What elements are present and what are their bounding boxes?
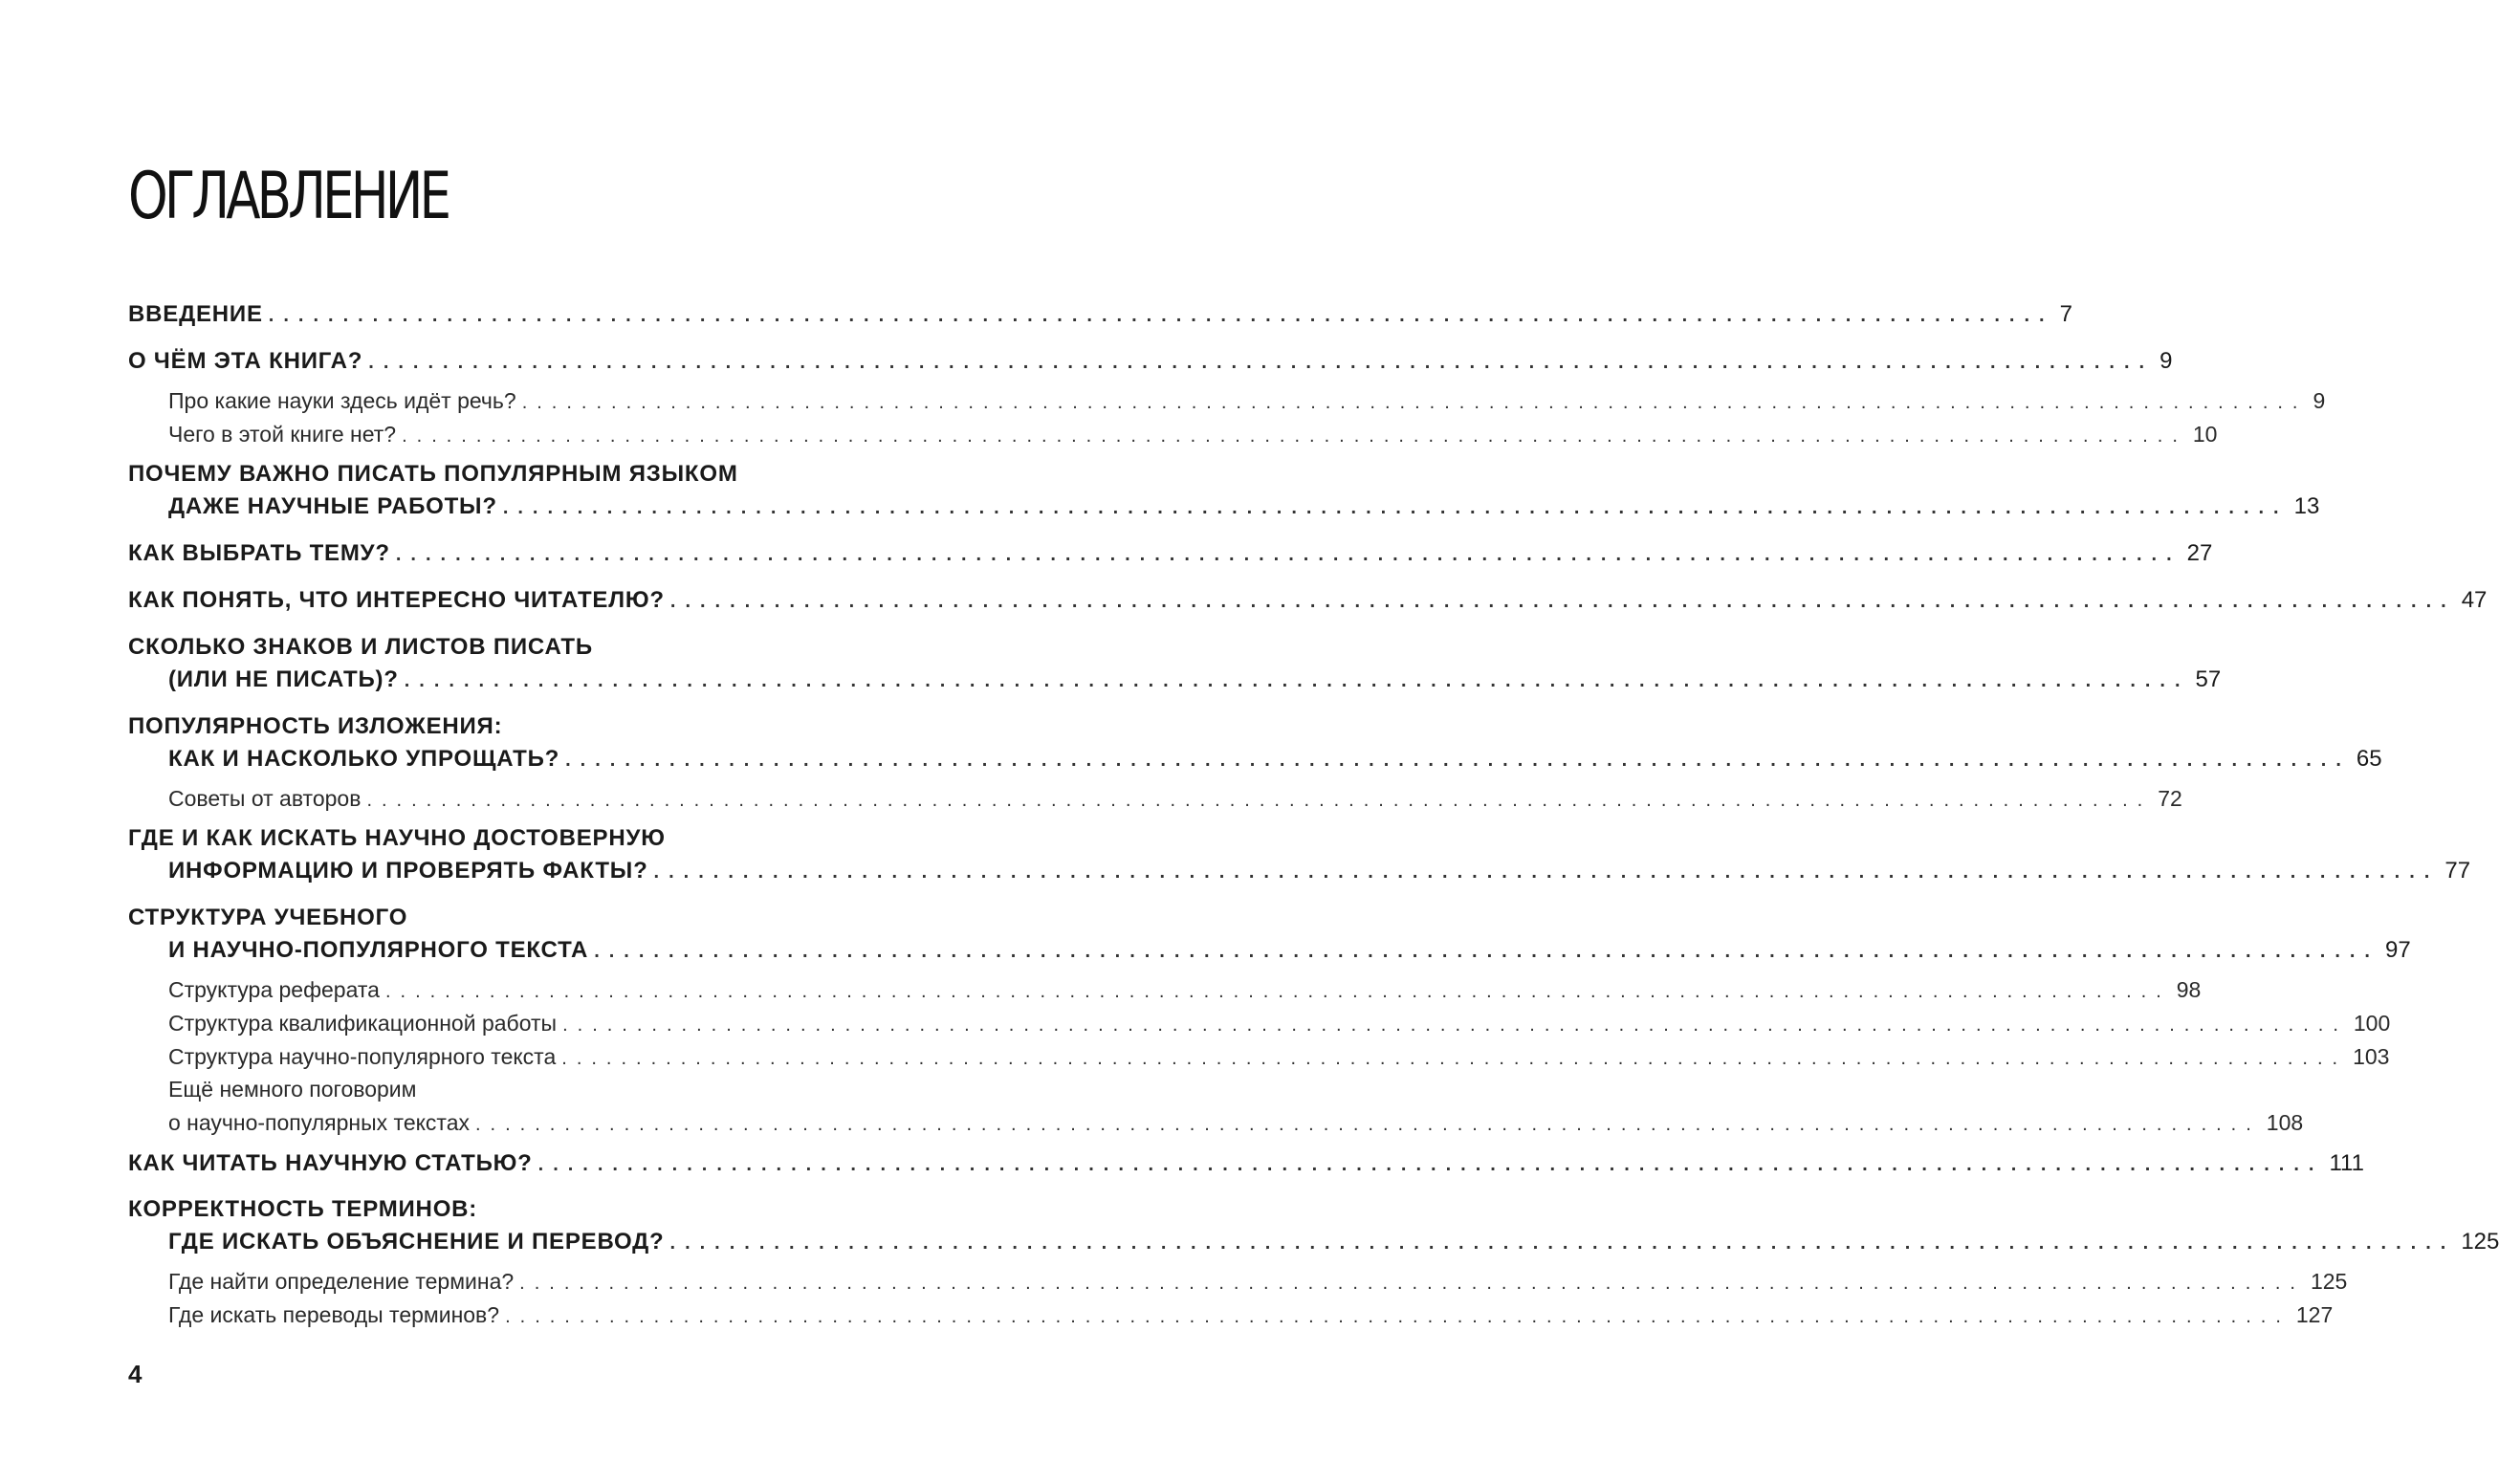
toc-entry-page: 9 xyxy=(2313,388,2326,413)
toc-entry-title-line1[interactable]: ПОЧЕМУ ВАЖНО ПИСАТЬ ПОПУЛЯРНЫМ ЯЗЫКОМ xyxy=(128,461,738,487)
leader-dots: ........................................................................................................................ xyxy=(594,941,2379,962)
leader-dots: ........................................................................................................................ xyxy=(505,1306,2291,1327)
toc-entry-title-line2: ИНФОРМАЦИЮ И ПРОВЕРЯТЬ ФАКТЫ? xyxy=(168,858,648,884)
toc-subentry[interactable] xyxy=(168,786,2182,812)
page-number: 4 xyxy=(128,1360,142,1388)
leader-dots: ........................................................................................................................ xyxy=(562,1015,2348,1036)
toc-entry-title-line1[interactable]: ПОПУЛЯРНОСТЬ ИЗЛОЖЕНИЯ: xyxy=(128,713,503,739)
toc-entry[interactable] xyxy=(168,937,2411,964)
leader-dots: ........................................................................................................................ xyxy=(565,750,2351,771)
toc-entry-title: Где искать переводы терминов? xyxy=(168,1302,500,1327)
toc-entry-title: Советы от авторов xyxy=(168,786,362,811)
toc-entry-title: О ЧЁМ ЭТА КНИГА? xyxy=(128,348,363,374)
leader-dots: ........................................................................................................................ xyxy=(475,1114,2261,1135)
toc-subentry[interactable] xyxy=(168,388,2326,414)
toc-entry-page: 98 xyxy=(2176,977,2202,1002)
toc-entry-page: 103 xyxy=(2353,1044,2390,1069)
toc-subentry[interactable] xyxy=(168,977,2202,1003)
toc-subentry[interactable] xyxy=(168,1011,2391,1037)
toc-entry-title: КАК ПОНЯТЬ, ЧТО ИНТЕРЕСНО ЧИТАТЕЛЮ? xyxy=(128,587,665,613)
toc-entry-title: Где найти определение термина? xyxy=(168,1269,515,1294)
leader-dots: ........................................................................................................................ xyxy=(502,497,2289,518)
toc-entry[interactable] xyxy=(168,666,2222,693)
toc-subentry-title-line1[interactable]: Ещё немного поговорим xyxy=(168,1077,417,1102)
toc-entry-page: 57 xyxy=(2195,666,2222,692)
toc-entry-page: 47 xyxy=(2461,587,2488,613)
toc-entry[interactable] xyxy=(128,348,2173,375)
toc-subentry[interactable] xyxy=(168,422,2218,447)
toc-entry-title: КАК ВЫБРАТЬ ТЕМУ? xyxy=(128,540,390,566)
toc-entry-title-line1[interactable]: ГДЕ И КАК ИСКАТЬ НАУЧНО ДОСТОВЕРНУЮ xyxy=(128,825,666,851)
leader-dots: ........................................................................................................................ xyxy=(669,1233,2456,1254)
toc-entry[interactable] xyxy=(128,1150,2364,1177)
toc-entry-page: 125 xyxy=(2310,1269,2348,1294)
toc-entry[interactable] xyxy=(168,746,2382,773)
leader-dots: ........................................................................................................................ xyxy=(537,1154,2324,1175)
toc-entry-title-line2: ДАЖЕ НАУЧНЫЕ РАБОТЫ? xyxy=(168,493,497,519)
toc-entry[interactable] xyxy=(168,1229,2499,1255)
toc-entry-title-line2: ГДЕ ИСКАТЬ ОБЪЯСНЕНИЕ И ПЕРЕВОД? xyxy=(168,1229,665,1255)
leader-dots: ........................................................................................................................ xyxy=(561,1048,2348,1069)
toc-entry-title: ВВЕДЕНИЕ xyxy=(128,301,263,327)
toc-entry[interactable] xyxy=(128,301,2072,328)
toc-entry-page: 27 xyxy=(2186,540,2213,566)
leader-dots: ........................................................................................................................ xyxy=(384,981,2171,1002)
toc-entry[interactable] xyxy=(128,587,2488,614)
toc-entry[interactable] xyxy=(128,540,2213,567)
toc-entry-page: 100 xyxy=(2353,1011,2391,1036)
toc-entry-page: 72 xyxy=(2158,786,2182,811)
leader-dots: ........................................................................................................................ xyxy=(366,790,2153,811)
toc-subentry[interactable] xyxy=(168,1044,2390,1070)
leader-dots: ........................................................................................................................ xyxy=(368,352,2155,373)
toc-entry-page: 127 xyxy=(2295,1302,2334,1327)
toc-entry[interactable] xyxy=(168,858,2471,884)
leader-dots: ........................................................................................................................ xyxy=(669,591,2456,612)
toc-entry-page: 7 xyxy=(2059,301,2072,327)
toc-subentry[interactable] xyxy=(168,1302,2334,1328)
toc-entry-page: 9 xyxy=(2159,348,2173,374)
toc-subentry[interactable] xyxy=(168,1269,2348,1295)
toc-entry-page: 77 xyxy=(2444,858,2471,884)
toc-entry-title: Структура научно-популярного текста xyxy=(168,1044,557,1069)
toc-entry-title: КАК ЧИТАТЬ НАУЧНУЮ СТАТЬЮ? xyxy=(128,1150,533,1176)
toc-entry-title: Про какие науки здесь идёт речь? xyxy=(168,388,516,413)
toc-entry-title-line1[interactable]: КОРРЕКТНОСТЬ ТЕРМИНОВ: xyxy=(128,1196,478,1222)
toc-entry[interactable] xyxy=(168,493,2320,520)
toc-entry-title-line2: о научно-популярных текстах xyxy=(168,1110,470,1135)
toc-entry-title-line2: (ИЛИ НЕ ПИСАТЬ)? xyxy=(168,666,399,692)
toc-entry-page: 125 xyxy=(2461,1229,2499,1255)
toc-entry-page: 10 xyxy=(2192,422,2218,447)
toc-entry-page: 13 xyxy=(2293,493,2320,519)
toc-entry-page: 108 xyxy=(2266,1110,2304,1135)
leader-dots: ........................................................................................................................ xyxy=(404,670,2190,691)
toc-entry-title: Структура реферата xyxy=(168,977,380,1002)
toc-subentry[interactable] xyxy=(168,1110,2304,1136)
leader-dots: ........................................................................................................................ xyxy=(521,392,2308,413)
toc-entry-page: 97 xyxy=(2384,937,2411,963)
toc-entry-title: Чего в этой книге нет? xyxy=(168,422,397,447)
leader-dots: ........................................................................................................................ xyxy=(402,426,2187,447)
leader-dots: ........................................................................................................................ xyxy=(268,305,2054,326)
leader-dots: ........................................................................................................................ xyxy=(395,544,2181,565)
toc-entry-title-line2: КАК И НАСКОЛЬКО УПРОЩАТЬ? xyxy=(168,746,560,772)
toc-entry-title-line2: И НАУЧНО-ПОПУЛЯРНОГО ТЕКСТА xyxy=(168,937,589,963)
leader-dots: ........................................................................................................................ xyxy=(519,1273,2305,1294)
toc-entry-page: 111 xyxy=(2329,1150,2364,1176)
leader-dots: ........................................................................................................................ xyxy=(653,862,2440,883)
toc-entry-title-line1[interactable]: СКОЛЬКО ЗНАКОВ И ЛИСТОВ ПИСАТЬ xyxy=(128,634,593,660)
toc-entry-title: Структура квалификационной работы xyxy=(168,1011,558,1036)
page-title: ОГЛАВЛЕНИЕ xyxy=(128,159,449,234)
toc-entry-title-line1[interactable]: СТРУКТУРА УЧЕБНОГО xyxy=(128,905,408,930)
toc-entry-page: 65 xyxy=(2356,746,2382,772)
